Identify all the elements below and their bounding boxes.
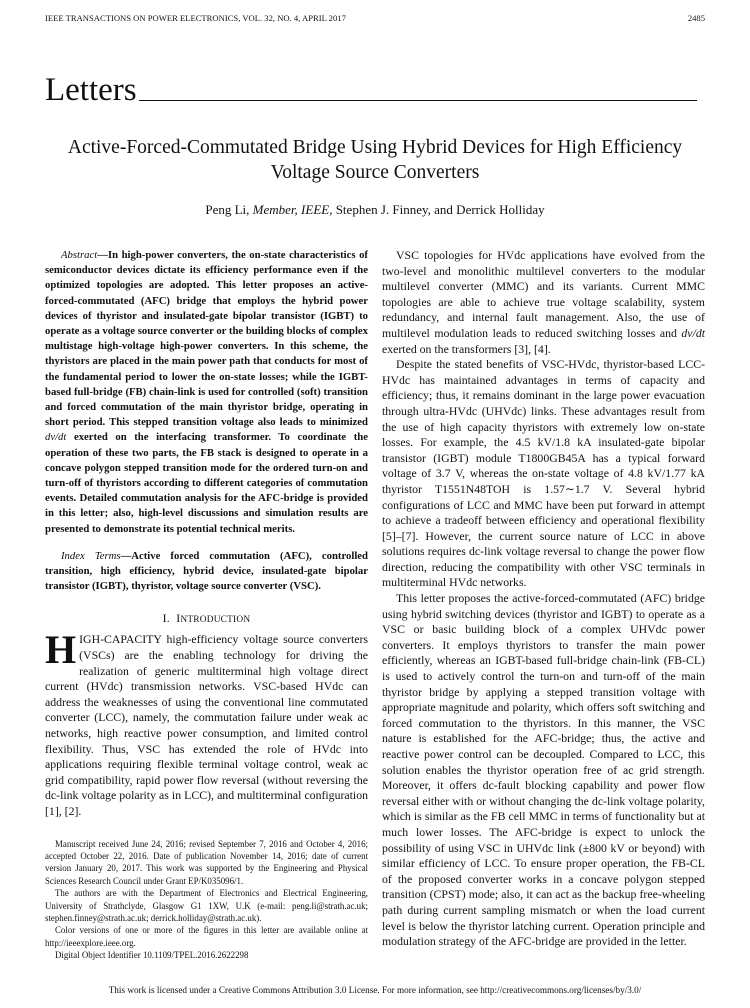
footnotes [45,820,368,962]
intro-paragraph-3: Despite the stated benefits of VSC-HVdc, thyristor-based LCC-HVdc has maintained advantages in terms of capacity and efficiency; thus, it remains dominant in the large power evacuation through ultra-HVdc (UHVdc) links. These advantages result from the use of high capacity thyristors with extremely low on-state losses. For example, the 4.5 kV/1.8 kA insulated-gate bipolar transistor (IGBT) module T1800GB45A has a typical forward voltage of 3.7 V, whereas the on-state voltage of 4.8 kV/1.77 kA thyristor T1551N48TOH is 1.57∼1.7 V. Several hybrid configurations of LCC and MMC have been put forward in attempt to achieve a tradeoff between efficiency and operational flexibility [5]–[7]. However, the current source nature of LCC in above solutions requires dc-link voltage reversal to change the power flow direction, reducing the compatibility with other VSC terminals in multiterminal HVdc networks. [382,357,705,590]
abstract-dvdt: dv/dt [45,431,67,444]
heading-rest: NTRODUCTION [180,615,251,626]
intro-paragraph-2 [382,248,705,357]
index-terms-text: —Active forced commutation (AFC), controlled transition, high efficiency, hybrid device, insulated-gate bipolar transistor (IGBT), thyristor, voltage source converter (VSC). [45,549,368,593]
author-1-role: Member, IEEE, [252,202,333,217]
left-column [45,248,368,962]
footnote-manuscript: Manuscript received June 24, 2016; revised September 7, 2016 and October 4, 2016; accepted October 22, 2016. Date of publication November 14, 2016; date of current version January 20, 2017. This work was supported by the Engineering and Physical Sciences Research Council under Grant EP/K035096/1. [45,838,368,886]
author-1: Peng Li, [205,202,250,217]
intro-paragraph-4: This letter proposes the active-forced-commutated (AFC) bridge using hybrid switching devices (thyristor and IGBT) to operate as a VSC or basic building block of a complex UHVdc power converters. It employs thyristors to transfer the main power efficiently, whereas an IGBT-based full-bridge chain-link (FB-CL) is used to actively control the turn-on and turn-off of the main thyristor bridge by applying a stepped transition voltage with appropriate magnitude and polarity, which offers soft switching and forced commutation to the thyristors. In this manner, the VSC nature is established for the AFC-bridge; thus, the active and reactive power control can be decoupled. Compared to LCC, this solution enables the thyristor operation free of ac grid strength. Moreover, it offers dc-fault blocking capability and power flow reversal either with or without changing the dc-link voltage polarity, which is similar as the FB cell MMC in terms of functionality but at much lower losses. The AFC-bridge is expect to unlock the possibility of using VSC in UHVdc link (±800 kV or beyond) with similar efficiency of LCC. To ensure proper operation, the FB-CL of the proposed converter works in a concave polygon stepped transition (CPST) mode; also, it can act as the backup free-wheeling path during current sampling mismatch or when the load current level is below the thyristor latching current. Operation principle and modulation strategy of the AFC-bridge are provided in the letter. [382,591,705,949]
section-heading-introduction [45,611,368,628]
right-column [382,248,705,962]
section-rule [139,100,697,101]
paper-title: Active-Forced-Commutated Bridge Using Hybrid Devices for High Efficiency Voltage Source Converters [67,137,683,183]
abstract [45,248,368,537]
footnote-color: Color versions of one or more of the figures in this letter are available online at http://ieeexplore.ieee.org. [45,925,368,948]
two-column-body [45,248,705,962]
license-footer: This work is licensed under a Creative Commons Attribution 3.0 License. For more information, see http://creativecommons.org/licenses/by/3.0/ [108,984,642,995]
abstract-text: —In high-power converters, the on-state characteristics of semiconductor devices dictate its efficiency performance even if the optimized topologies are adopted. This letter proposes an active-forced-commutated (AFC) bridge that employs the hybrid power devices of thyristor and insulated-gate bipolar transistor (IGBT) to operate as a voltage source converter or the building blocks of complex multistage high-voltage high-power converters. In this scheme, the thyristors are placed in the main power path that conducts for most of the fundamental period to lower the on-state losses; while the IGBT-based full-bridge (FB) chain-link is used for controlled (soft) transition and forced commutation of the main thyristor bridge, operating in short period. This stepped transition voltage also leads to minimized [45,249,368,429]
abstract-text-cont: exerted on the interfacing transformer. To coordinate the operation of these two parts, the FB stack is designed to operate in a concave polygon stepped transition mode for the ordered turn-on and turn-off of thyristors according to different categories of commutation events. Detailed commutation analysis for the AFC-bridge is provided in this letter; also, high-level discussions and simulation results are presented to demonstrate its potential technical merits. [45,431,368,535]
page-number: 2485 [687,13,705,23]
footnote-doi: Digital Object Identifier 10.1109/TPEL.2016.2622298 [55,950,249,961]
other-authors: Stephen J. Finney, and Derrick Holliday [335,202,545,217]
section-banner [45,74,697,107]
p2-dvdt: dv/dt [681,325,705,340]
drop-cap: H [45,627,77,673]
index-terms-label: Index Terms [61,549,121,562]
abstract-label: Abstract [61,249,98,261]
heading-number: I. [162,611,170,626]
p2-text: VSC topologies for HVdc applications have evolved from the two-level and monolithic multilevel converters to the modular multilevel converter (MMC) and its variants. Current MMC topologies are able to achieve true voltage scalability, system redundancy, and internal fault management. Also, the use of multilevel modulation leads to reduced switching losses and [382,248,705,340]
intro-paragraph-1 [45,627,368,819]
intro-p1-text: IGH-CAPACITY high-efficiency voltage source converters (VSCs) are the enabling technology for driving the realization of generic multiterminal high voltage direct current (HVdc) transmission networks. VSC-based HVdc can address the weaknesses of using the conventional line commutated converter (LCC), namely, the commutation failure under weak ac networks, high reactive power consumption, and limited control flexibility. Thus, VSC has extended the role of HVdc into applications requiring flexible terminal voltage control, weak ac grid compatibility, rapid power flow reversal (without reversing the dc-link voltage polarity as in LCC), and multiterminal configuration [1], [2]. [45,632,368,818]
index-terms [45,549,368,595]
footnote-affiliation: The authors are with the Department of Electronics and Electrical Engineering, University of Strathclyde, Glasgow G1 1XW, U.K (e-mail: peng.li@strath.ac.uk; stephen.finney@strath.ac.uk; derrick.holliday@strath.ac.uk). [45,888,368,924]
author-list [45,201,705,218]
p2-text-cont: exerted on the transformers [3], [4]. [382,341,551,356]
section-label: Letters [45,72,137,108]
running-header [45,13,705,24]
heading-first: I [176,611,181,626]
running-header-journal: IEEE TRANSACTIONS ON POWER ELECTRONICS, VOL. 32, NO. 4, APRIL 2017 [45,13,346,23]
